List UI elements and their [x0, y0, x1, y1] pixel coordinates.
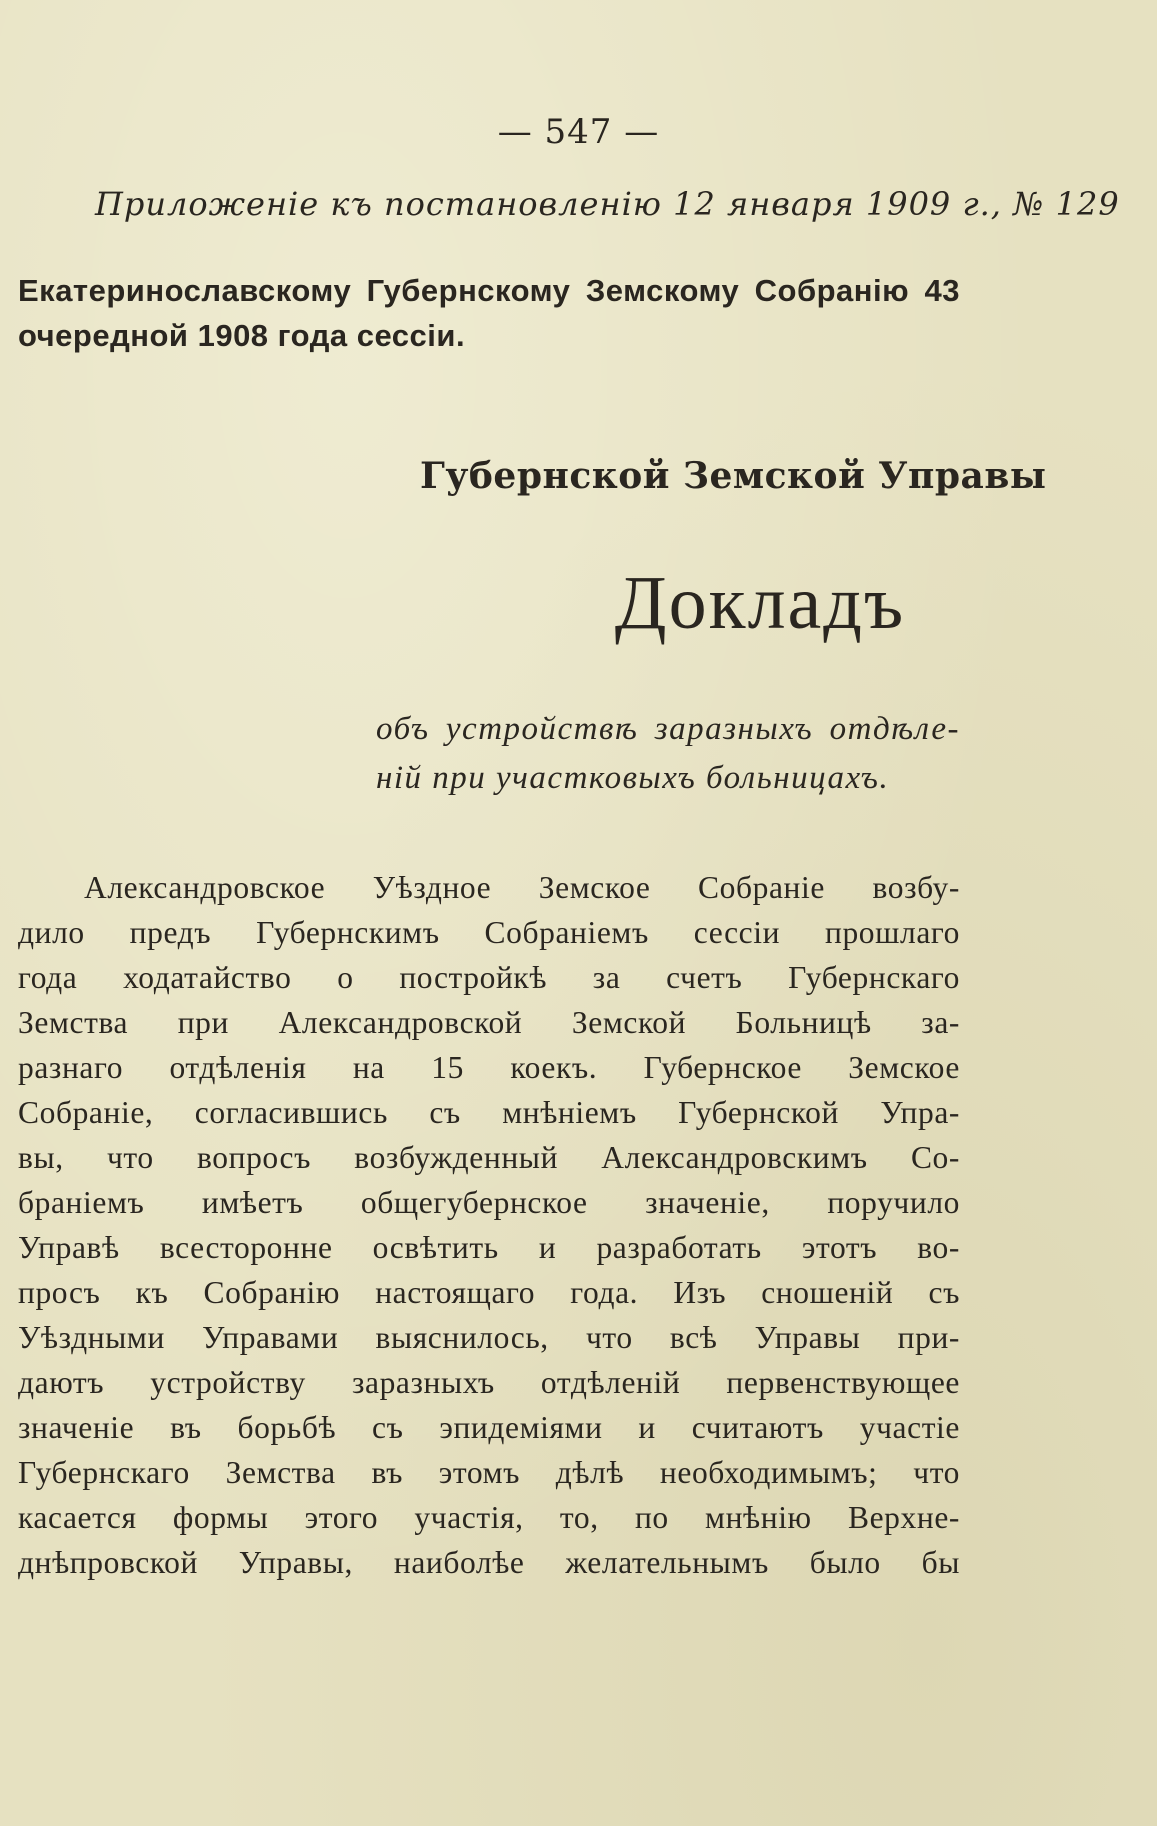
body-line: Собранiе, согласившись съ мнѣнiемъ Губернской Упра- [18, 1095, 960, 1130]
body-line: даютъ устройству заразныхъ отдѣленiй первенствующее [18, 1365, 960, 1400]
addressee-line: очередной 1908 года сессiи. [18, 318, 466, 353]
report-subject [376, 705, 960, 803]
body-line: просъ къ Собранiю настоящаго года. Изъ сношенiй съ [18, 1275, 960, 1310]
body-line: года ходатайство о постройкѣ за счетъ Губернскаго [18, 960, 960, 995]
body-line: дило предъ Губернскимъ Собранiемъ сессiи прошлаго [18, 915, 960, 950]
addressee-heading [18, 268, 960, 358]
body-line: Александровское Уѣздное Земское Собранiе возбу- [84, 870, 960, 905]
addressee-line: Екатеринославскому Губернскому Земскому Собранiю 43 [18, 273, 960, 308]
body-line: разнаго отдѣленiя на 15 коекъ. Губернское Земское [18, 1050, 960, 1085]
body-line: днѣпровской Управы, наиболѣе желательнымъ было бы [18, 1545, 960, 1580]
report-title: Докладъ [614, 561, 906, 645]
body-line: Земства при Александровской Земской Больницѣ за- [18, 1005, 960, 1040]
body-text [18, 865, 960, 1585]
page-number: — 547 — [497, 112, 660, 152]
body-line: касается формы этого участiя, то, по мнѣнiю Верхне- [18, 1500, 960, 1535]
appendix-note: Приложенiе къ постановленiю 12 января 1909 г., № 129 [95, 185, 1120, 223]
body-line: значенiе въ борьбѣ съ эпидемiями и считаютъ участiе [18, 1410, 960, 1445]
subject-line: нiй при участковыхъ больницахъ. [376, 760, 890, 796]
board-heading: Губернской Земской Управы [420, 455, 1047, 497]
body-line: Губернскаго Земства въ этомъ дѣлѣ необходимымъ; что [18, 1455, 960, 1490]
subject-line: объ устройствѣ заразныхъ отдѣле- [376, 711, 960, 747]
body-line: Уѣздными Управами выяснилось, что всѣ Управы при- [18, 1320, 960, 1355]
body-line: бранiемъ имѣетъ общегубернское значенiе, поручило [18, 1185, 960, 1220]
body-line: вы, что вопросъ возбужденный Александровскимъ Со- [18, 1140, 960, 1175]
body-line: Управѣ всесторонне освѣтить и разработать этотъ во- [18, 1230, 960, 1265]
